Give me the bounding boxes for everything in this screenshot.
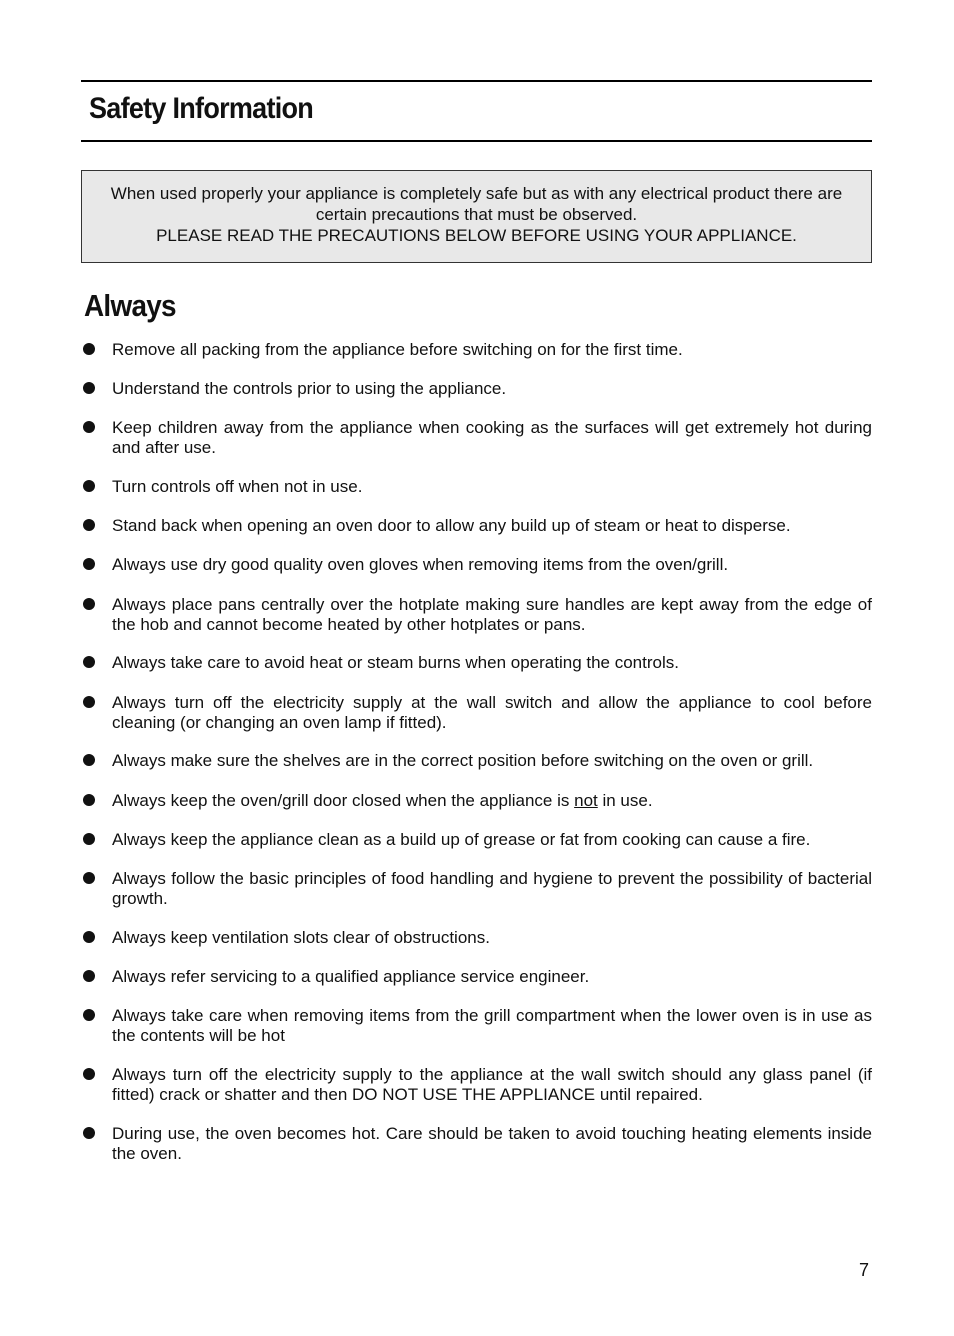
bullet-icon <box>83 833 95 845</box>
list-item <box>81 967 872 987</box>
list-item-text-start: Always keep the oven/grill door closed when the appliance is <box>112 791 575 810</box>
list-item-text-end: in use. <box>597 791 653 810</box>
list-item-text: Keep children away from the appliance when cooking as the surfaces will get extremely hot during and after use. <box>112 418 872 457</box>
list-item <box>81 653 872 673</box>
page-title: Safety Information <box>89 92 314 125</box>
bullet-icon <box>83 1009 95 1021</box>
list-item <box>81 869 872 908</box>
bullet-icon <box>83 421 95 433</box>
list-item <box>81 791 872 811</box>
list-item <box>81 928 872 948</box>
bullet-icon <box>83 872 95 884</box>
page-number: 7 <box>858 1260 869 1280</box>
bullet-icon <box>83 598 95 610</box>
list-item-text: Always make sure the shelves are in the correct position before switching on the oven or grill. <box>112 751 814 770</box>
list-item <box>81 340 872 360</box>
bullet-icon <box>83 558 95 570</box>
notice-warning: PLEASE READ THE PRECAUTIONS BELOW BEFORE USING YOUR APPLIANCE. <box>156 226 797 245</box>
bullet-icon <box>83 656 95 668</box>
section-heading-always: Always <box>84 288 176 323</box>
bullet-icon <box>83 480 95 492</box>
list-item <box>81 1065 872 1104</box>
list-item-text <box>112 791 872 811</box>
bullet-icon <box>83 931 95 943</box>
bullet-icon <box>83 794 95 806</box>
list-item-text: Always follow the basic principles of food handling and hygiene to prevent the possibility of bacterial growth. <box>112 869 872 908</box>
title-block <box>81 80 872 142</box>
list-item <box>81 516 872 536</box>
notice-text: When used properly your appliance is completely safe but as with any electrical product there are certain precautions that must be observed. <box>110 184 843 224</box>
bullet-icon <box>83 343 95 355</box>
list-item-text: Stand back when opening an oven door to allow any build up of steam or heat to disperse. <box>112 516 791 535</box>
bullet-icon <box>83 754 95 766</box>
bullet-icon <box>83 1127 95 1139</box>
bullet-icon <box>83 382 95 394</box>
list-item-text: Always take care to avoid heat or steam burns when operating the controls. <box>112 653 679 672</box>
list-item-text: Always keep ventilation slots clear of obstructions. <box>112 928 490 947</box>
list-item <box>81 477 872 497</box>
bullet-icon <box>83 696 95 708</box>
safety-notice-box <box>81 170 872 263</box>
list-item-text: Remove all packing from the appliance before switching on for the first time. <box>112 340 683 359</box>
list-item-text: Always place pans centrally over the hotplate making sure handles are kept away from the edge of the hob and cannot become heated by other hotplates or pans. <box>112 595 872 634</box>
list-item <box>81 379 872 399</box>
list-item <box>81 1124 872 1163</box>
list-item <box>81 555 872 575</box>
bullet-icon <box>83 1068 95 1080</box>
bullet-icon <box>83 970 95 982</box>
list-item-text: During use, the oven becomes hot. Care should be taken to avoid touching heating elements inside the oven. <box>112 1124 872 1163</box>
list-item <box>81 1006 872 1045</box>
list-item-text: Always turn off the electricity supply at the wall switch and allow the appliance to cool before cleaning (or changing an oven lamp if fitted). <box>112 693 872 732</box>
bullet-icon <box>83 519 95 531</box>
emphasized-word: not <box>574 791 598 810</box>
list-item-text: Always use dry good quality oven gloves when removing items from the oven/grill. <box>112 555 729 574</box>
list-item-text: Always refer servicing to a qualified appliance service engineer. <box>112 967 590 986</box>
list-item-text: Understand the controls prior to using the appliance. <box>112 379 507 398</box>
list-item <box>81 595 872 634</box>
list-item <box>81 693 872 732</box>
list-item-text: Always keep the appliance clean as a build up of grease or fat from cooking can cause a fire. <box>112 830 811 849</box>
list-item <box>81 751 872 771</box>
list-item <box>81 830 872 850</box>
list-item-text: Always take care when removing items from the grill compartment when the lower oven is in use as the contents will be hot <box>112 1006 872 1045</box>
list-item <box>81 418 872 457</box>
list-item-text: Turn controls off when not in use. <box>112 477 363 496</box>
list-item-text: Always turn off the electricity supply to the appliance at the wall switch should any glass panel (if fitted) crack or shatter and then DO NOT USE THE APPLIANCE until repaired. <box>112 1065 872 1104</box>
